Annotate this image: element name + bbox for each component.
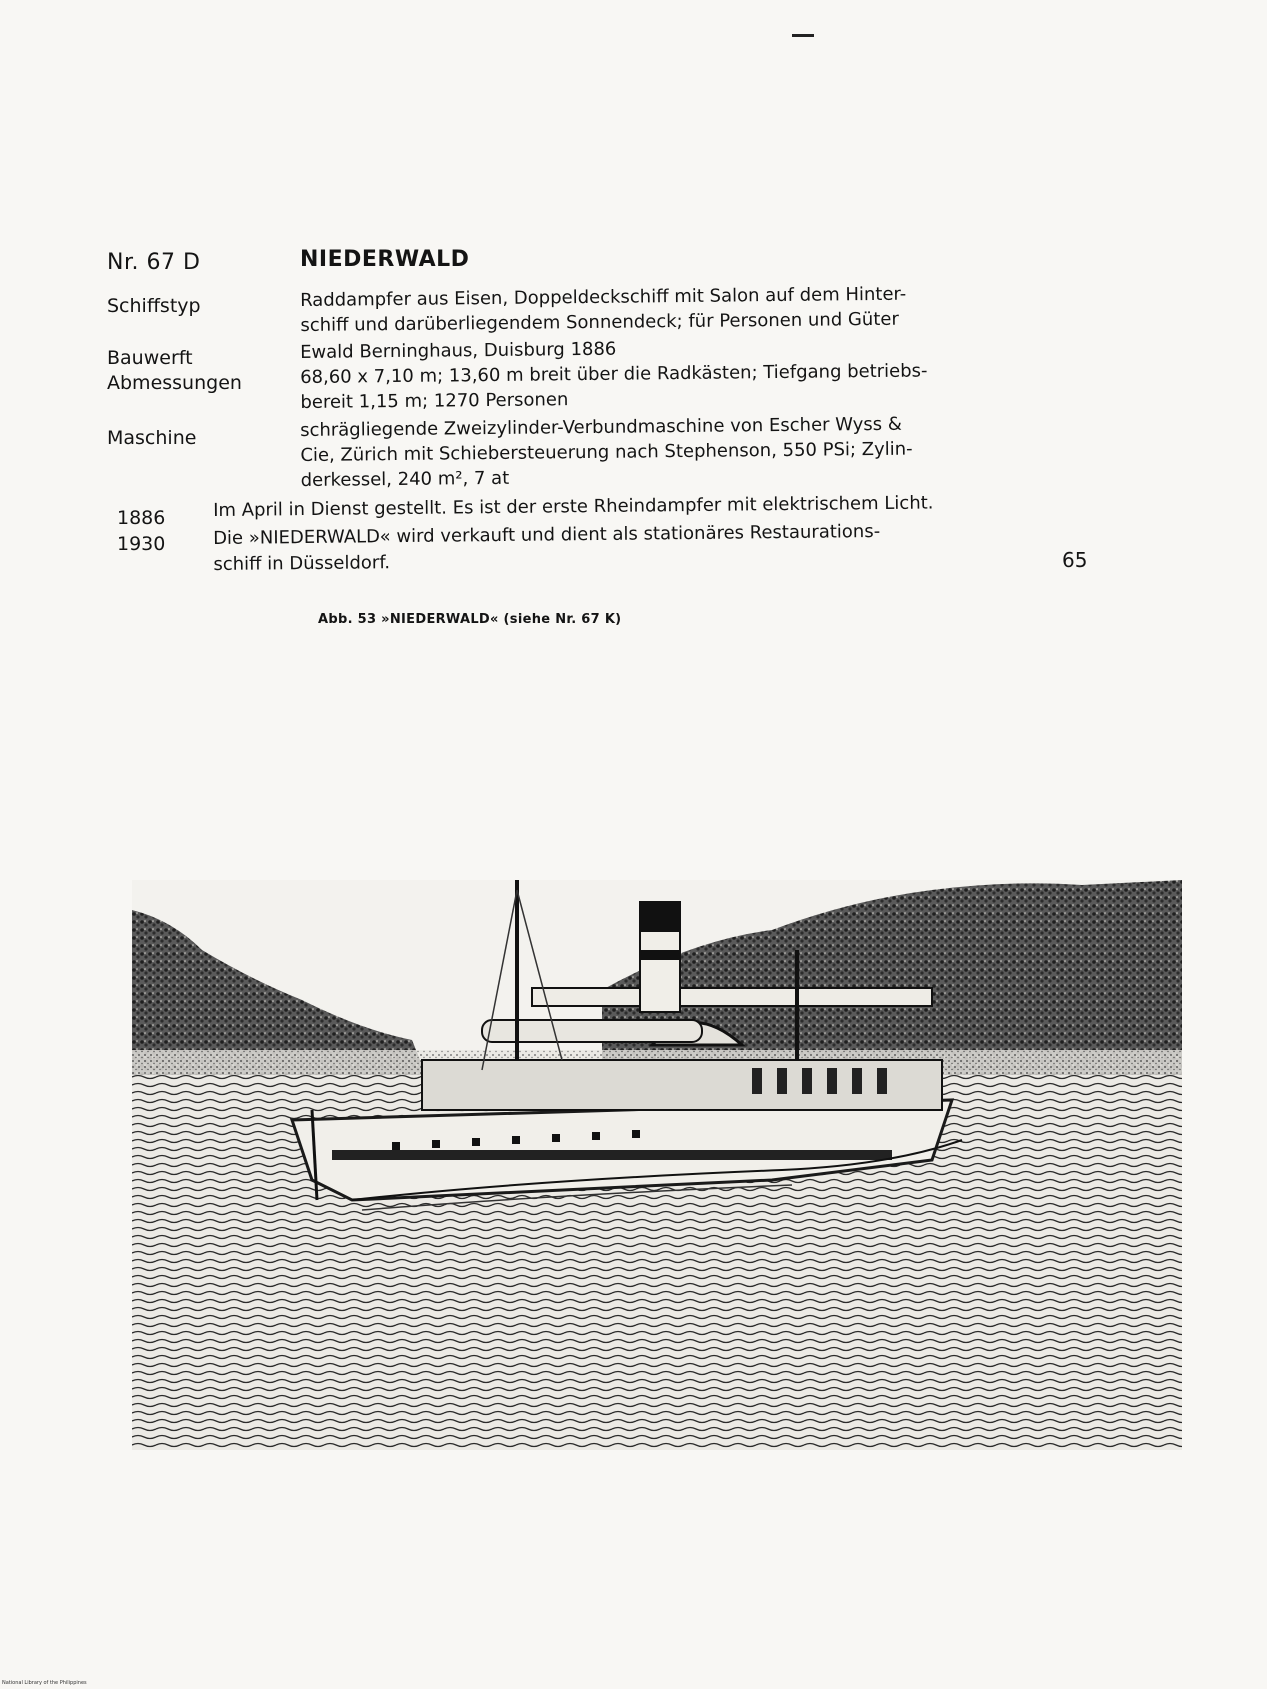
ship-name-title: NIEDERWALD bbox=[300, 247, 470, 272]
figure-caption: Abb. 53 »NIEDERWALD« (siehe Nr. 67 K) bbox=[318, 612, 622, 627]
scan-mark bbox=[792, 34, 814, 37]
spec-label-abmessungen: Abmessungen bbox=[107, 372, 242, 394]
steamer-photo bbox=[132, 880, 1182, 1450]
spec-label-bauwerft: Bauwerft bbox=[107, 347, 193, 369]
spec-value-abmessungen bbox=[300, 358, 990, 415]
spec-line: Ewald Berninghaus, Duisburg 1886 bbox=[300, 338, 617, 363]
history-line: Im April in Dienst gestellt. Es ist der erste Rheindampfer mit elektrischem Licht. bbox=[213, 492, 934, 521]
spec-line: derkessel, 240 m², 7 at bbox=[300, 467, 510, 491]
history-year-1886: 1886 bbox=[117, 507, 166, 529]
history-line: schiff in Düsseldorf. bbox=[213, 552, 391, 575]
spec-line: Cie, Zürich mit Schiebersteuerung nach Stephenson, 550 PSi; Zylin- bbox=[300, 438, 913, 466]
history-year-1930: 1930 bbox=[117, 533, 166, 555]
sun-deck-awning bbox=[532, 988, 932, 1006]
ship-number: Nr. 67 D bbox=[107, 250, 201, 275]
spec-line: schrägliegende Zweizylinder-Verbundmaschine von Escher Wyss & bbox=[300, 413, 902, 441]
scan-footer: National Library of the Philippines bbox=[2, 1680, 87, 1686]
spec-line: schiff und darüberliegendem Sonnendeck; für Personen und Güter bbox=[300, 308, 899, 336]
spec-line: 68,60 x 7,10 m; 13,60 m breit über die Radkästen; Tiefgang betriebs- bbox=[300, 360, 928, 388]
history-text-1930 bbox=[213, 518, 994, 578]
spec-line: bereit 1,15 m; 1270 Personen bbox=[300, 389, 569, 413]
spec-label-maschine: Maschine bbox=[107, 427, 197, 449]
spec-value-schiffstyp bbox=[300, 281, 990, 338]
spec-label-schiffstyp: Schiffstyp bbox=[107, 295, 201, 317]
spec-line: Raddampfer aus Eisen, Doppeldeckschiff mit Salon auf dem Hinter- bbox=[300, 283, 907, 311]
history-line: Die »NIEDERWALD« wird verkauft und dient als stationäres Restaurations- bbox=[213, 521, 881, 549]
page-number: 65 bbox=[1062, 548, 1088, 572]
deck-saloon bbox=[422, 1060, 942, 1110]
spec-value-maschine bbox=[300, 411, 991, 493]
